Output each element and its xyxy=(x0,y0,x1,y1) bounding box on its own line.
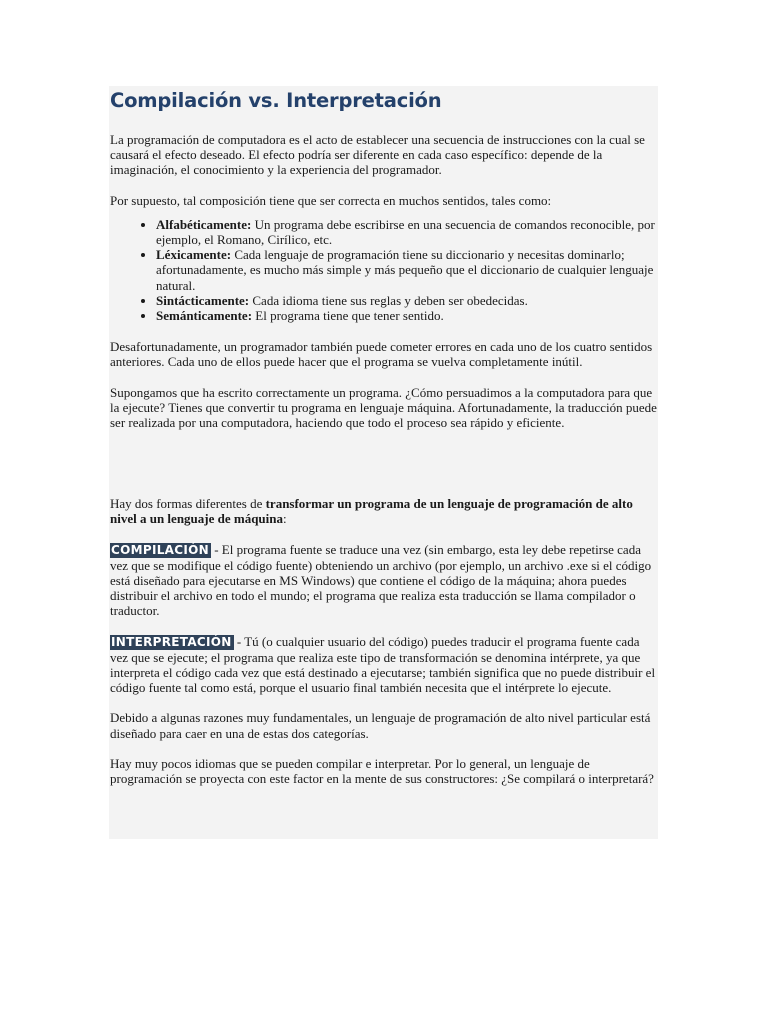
interpretation-tag: INTERPRETACIÓN xyxy=(111,634,232,649)
compilation-text: - El programa fuente se traduce una vez (sin embargo, esta ley debe repetirse cada vez que se modifique el código fuente) obteniendo un archivo (por ejemplo, un archivo .exe si el código está diseñado para ejecutarse en MS Windows) que contiene el código de la máquina; ahora puedes distribuir el archivo en todo el mundo; el programa que realiza esta traducción se llama compilador o traductor. xyxy=(110,541,652,619)
paragraph-requirements: Por supuesto, tal composición tiene que ser correcta en muchos sentidos, tales como: xyxy=(110,192,552,208)
list-item xyxy=(156,308,658,323)
list-item xyxy=(156,247,658,293)
list-item-text: Un programa debe escribirse en una secuencia de comandos reconocible, por ejemplo, el Romano, Cirílico, etc. xyxy=(156,216,655,248)
list-item xyxy=(156,217,658,247)
paragraph-two-ways-bold: transformar un programa de un lenguaje de programación de alto nivel a un lenguaje de máquina xyxy=(110,496,633,527)
list-item-text: Cada idioma tiene sus reglas y deben ser obedecidas. xyxy=(249,292,528,308)
paragraph-two-ways-post: : xyxy=(283,511,287,527)
list-item-text: Cada lenguaje de programación tiene su diccionario y necesitas dominarlo; afortunadamente, es mucho más simple y más pequeño que el diccionario de cualquier lenguaje natural. xyxy=(156,247,654,293)
list-item-term: Alfabéticamente: xyxy=(156,216,252,232)
paragraph-two-ways-pre: Hay dos formas diferentes de xyxy=(110,496,266,512)
paragraph-intro: La programación de computadora es el acto de establecer una secuencia de instrucciones con la cual se causará el efecto deseado. El efecto podría ser diferente en cada caso específico: depende de la imaginación, el conocimiento y la experiencia del programador. xyxy=(110,132,645,178)
list-item-term: Semánticamente: xyxy=(156,308,253,324)
interpretation-text: - Tú (o cualquier usuario del código) puedes traducir el programa fuente cada vez que se ejecute; el programa que realiza este tipo de transformación se denomina intérprete, ya que interpreta el código cada vez que está destinado a ejecutarse; también significa que no puede distribuir el código fuente tal como está, porque el usuario final también necesita que el intérprete lo ejecute. xyxy=(110,633,656,696)
page-title: Compilación vs. Interpretación xyxy=(110,89,442,112)
list-item-text: El programa tiene que tener sentido. xyxy=(252,308,444,324)
paragraph-translation: Supongamos que ha escrito correctamente un programa. ¿Cómo persuadimos a la computadora para que la ejecute? Tienes que convertir tu programa en lenguaje máquina. Afortunadamente, la traducción puede ser realizada por una computadora, haciendo que todo el proceso sea rápido y eficiente. xyxy=(110,384,657,431)
paragraph-errors: Desafortunadamente, un programador también puede cometer errores en cada uno de los cuatro sentidos anteriores. Cada uno de ellos puede hacer que el programa se vuelva completamente inútil. xyxy=(110,339,653,370)
paragraph-interpretation xyxy=(110,634,658,696)
paragraph-categories: Debido a algunas razones muy fundamentales, un lenguaje de programación de alto nivel particular está diseñado para caer en una de estas dos categorías. xyxy=(110,710,651,741)
list-item-term: Léxicamente: xyxy=(156,247,232,263)
list-item xyxy=(156,293,658,308)
paragraph-closing: Hay muy pocos idiomas que se pueden compilar e interpretar. Por lo general, un lenguaje de programación se proyecta con este factor en la mente de sus constructores: ¿Se compilará o interpretará? xyxy=(110,755,654,787)
paragraph-compilation xyxy=(110,542,658,619)
document-body xyxy=(110,86,658,786)
compilation-tag: COMPILACIÓN xyxy=(111,542,209,557)
requirements-list xyxy=(110,217,658,323)
paragraph-two-ways xyxy=(110,496,658,526)
list-item-term: Sintácticamente: xyxy=(156,292,250,308)
